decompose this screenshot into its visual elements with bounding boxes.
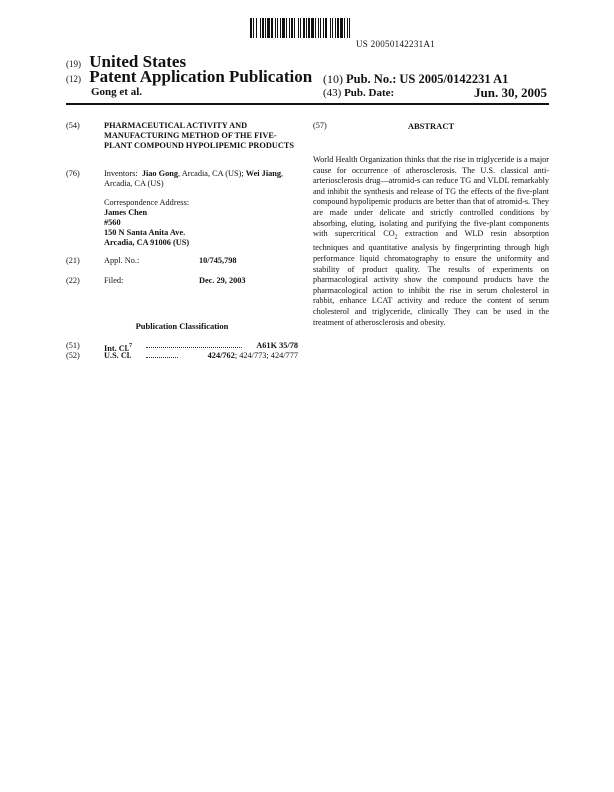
- us-class-rest: ; 424/773; 424/777: [234, 351, 298, 360]
- pub-number: US 2005/0142231 A1: [399, 72, 509, 86]
- pub-date: Jun. 30, 2005: [474, 85, 547, 100]
- abstract-text: [313, 155, 549, 328]
- co2-subscript: 2: [394, 234, 398, 241]
- publication-type-line: [66, 67, 312, 87]
- correspondence-street: 150 N Santa Anita Ave.: [104, 228, 186, 237]
- title-code: (54): [66, 121, 80, 130]
- inventor-2-location: , Arcadia, CA (US): [104, 169, 284, 188]
- barcode-bar: [350, 18, 352, 38]
- barcode-number: US 20050142231A1: [356, 39, 436, 49]
- pub-no-label: Pub. No.:: [346, 72, 397, 86]
- correspondence-name: James Chen: [104, 208, 148, 217]
- correspondence-label: Correspondence Address:: [104, 198, 190, 207]
- leader-dots: [146, 347, 242, 348]
- us-class-value: [208, 351, 298, 361]
- publication-type: Patent Application Publication: [89, 67, 313, 86]
- header-divider: [66, 103, 549, 105]
- filed-label: Filed:: [104, 276, 124, 285]
- inventors-label: Inventors:: [104, 169, 138, 178]
- filed-date: Dec. 29, 2003: [199, 276, 246, 285]
- int-class-field: [66, 341, 298, 351]
- inventor-1-name: Jiao Gong: [141, 169, 179, 178]
- inventor-1-location: , Arcadia, CA (US);: [178, 169, 244, 178]
- authors: Gong et al.: [91, 86, 143, 98]
- country: United States: [89, 52, 187, 71]
- int-class-label-text: Int. Cl.: [104, 343, 130, 353]
- us-code: (52): [66, 351, 80, 360]
- abstract-code: (57): [313, 121, 327, 130]
- pub-type-code: (12): [66, 74, 81, 84]
- inventor-2-name: Wei Jiang: [245, 169, 282, 178]
- correspondence-unit: #560: [104, 218, 121, 227]
- int-class-superscript: 7: [129, 343, 133, 349]
- int-code: (51): [66, 341, 80, 350]
- barcode: [250, 18, 440, 38]
- appl-code: (21): [66, 256, 80, 265]
- us-class-main: 424/762: [207, 351, 235, 360]
- inventors-code: (76): [66, 169, 80, 178]
- abstract-text-part-2: extraction and WLD resin absorption techniques and quantitative analysis by fingerprinting through high performance liquid chromatography to ensure the uniformity and stability of product quality. The results of experiments on pharmacological activity show the compound products have the pharmacological action to inhibit the rise in serum cholesterol in rabbit, enhance LCAT activity and reduce the content of serum cholesterol and triglyceride, clinically They can be used in the treatment of atherosclerosis and obesity.: [313, 229, 549, 327]
- invention-title: PHARMACEUTICAL ACTIVITY AND MANUFACTURING METHOD OF THE FIVE-PLANT COMPOUND HYPOLIPEMIC PRODUCTS: [104, 121, 294, 150]
- filed-code: (22): [66, 276, 80, 285]
- appl-label: Appl. No.:: [104, 256, 140, 265]
- pub-date-code: (43): [323, 87, 342, 99]
- leader-dots: [146, 357, 178, 358]
- us-class-label: U.S. Cl.: [104, 351, 132, 360]
- abstract-text-part-1: World Health Organization thinks that the rise in triglyceride is a major cause for occurrence of atherosclerosis. The U.S. classical anti-arteriosclerosis drug—atromid-s can reduce TG and VLDL remarkably and inhibit the synthesis and release of TG the effects of the five-plant compound hypolipemic products are better than that of atromid-s. They are made under delicate and strictly controlled conditions by absorbing, eluting, isolating and purifying the five-plant components with supercritical CO: [313, 155, 549, 239]
- pub-no-code: (10): [323, 72, 343, 86]
- us-class-field: [66, 351, 298, 361]
- publication-classification-heading: Publication Classification: [135, 321, 229, 331]
- correspondence-city: Arcadia, CA 91006 (US): [104, 238, 190, 247]
- pub-date-line: [323, 87, 547, 99]
- abstract-heading: ABSTRACT: [407, 121, 455, 131]
- pub-date-label: Pub. Date:: [344, 87, 395, 99]
- inventors-list: [104, 169, 300, 189]
- country-code: (19): [66, 59, 81, 69]
- application-number: 10/745,798: [199, 256, 237, 265]
- correspondence-address: [104, 198, 294, 248]
- int-class-value: A61K 35/78: [256, 341, 298, 350]
